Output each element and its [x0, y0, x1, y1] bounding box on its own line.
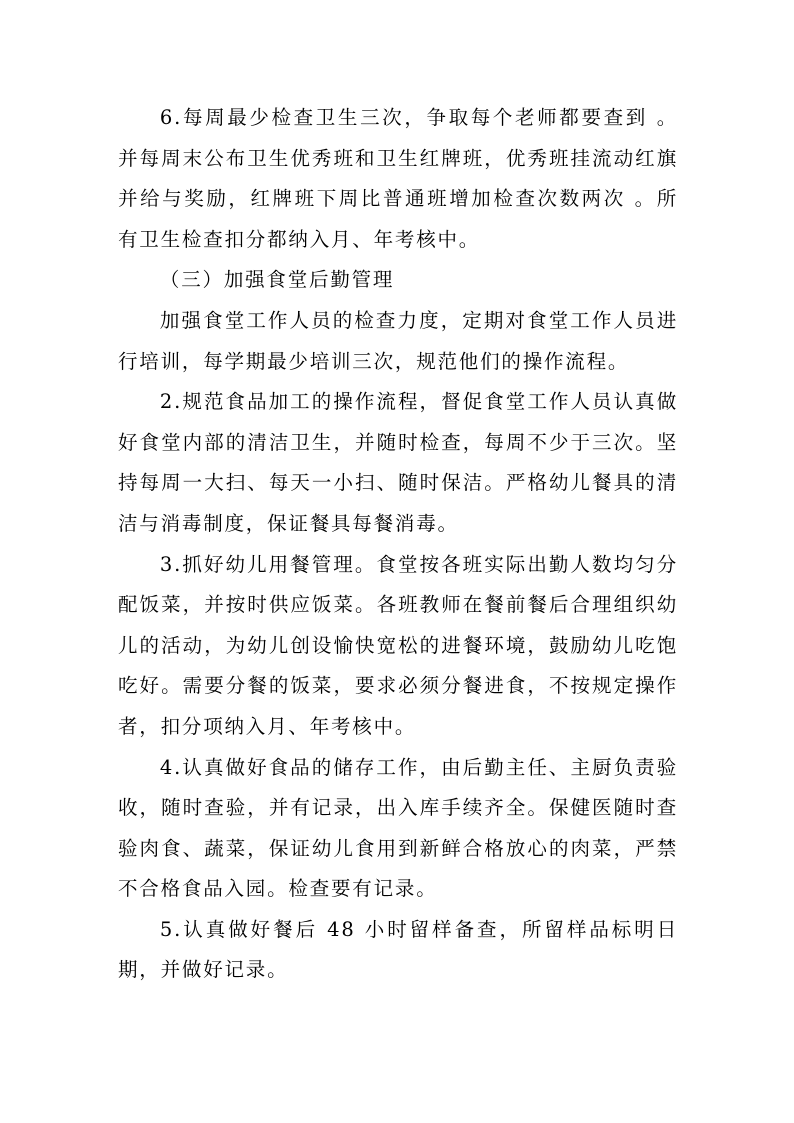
- document-body: [118, 98, 678, 991]
- section-heading-canteen-logistics: （三）加强食堂后勤管理: [159, 268, 395, 292]
- paragraph-hygiene-inspection: 6.每周最少检查卫生三次，争取每个老师都要查到 。并每周末公布卫生优秀班和卫生红牌班，优秀班挂流动红旗并给与奖励，红牌班下周比普通班增加检查次数两次 。所有卫生检查扣分都纳入月、年考核中。: [118, 106, 678, 251]
- paragraph-staff-training: 加强食堂工作人员的检查力度，定期对食堂工作人员进行培训，每学期最少培训三次，规范他们的操作流程。: [118, 308, 678, 373]
- paragraph-meal-management: 3.抓好幼儿用餐管理。食堂按各班实际出勤人数均匀分配饭菜，并按时供应饭菜。各班教师在餐前餐后合理组织幼儿的活动，为幼儿创设愉快宽松的进餐环境，鼓励幼儿吃饱吃好。需要分餐的饭菜，要求必须分餐进食，不按规定操作者，扣分项纳入月、年考核中。: [118, 552, 678, 738]
- paragraph-sample-retention: 5.认真做好餐后 48 小时留样备查，所留样品标明日期，并做好记录。: [118, 917, 678, 982]
- paragraph-food-storage: 4.认真做好食品的储存工作，由后勤主任、主厨负责验收，随时查验，并有记录，出入库手续齐全。保健医随时查验肉食、蔬菜，保证幼儿食用到新鲜合格放心的肉菜，严禁不合格食品入园。检查要有记录。: [118, 755, 678, 901]
- paragraph-food-processing: 2.规范食品加工的操作流程，督促食堂工作人员认真做好食堂内部的清洁卫生，并随时检查，每周不少于三次。坚持每周一大扫、每天一小扫、随时保洁。严格幼儿餐具的清洁与消毒制度，保证餐具每餐消毒。: [118, 390, 678, 535]
